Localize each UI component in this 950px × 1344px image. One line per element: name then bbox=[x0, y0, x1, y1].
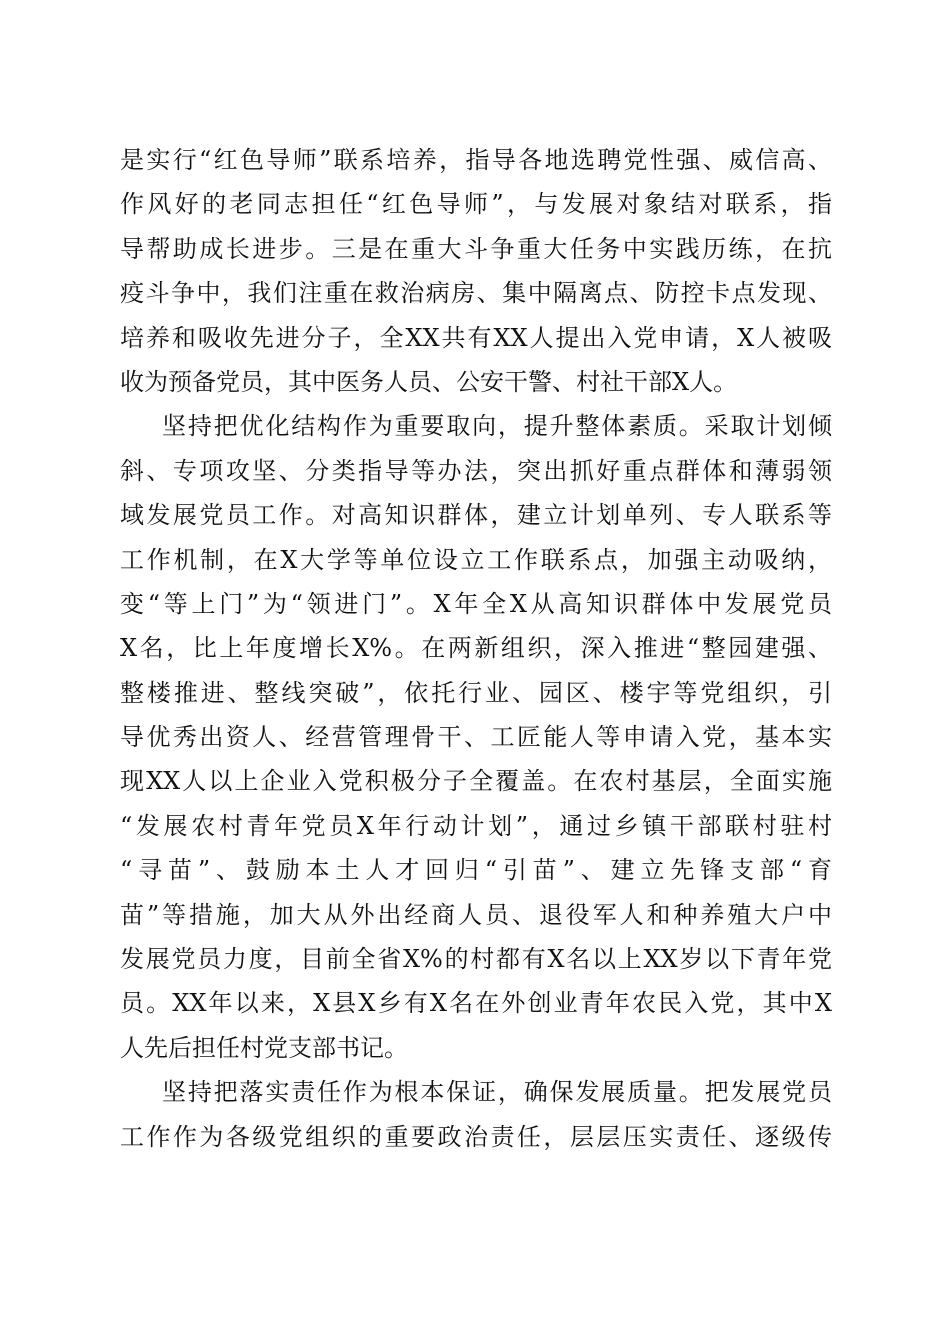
paragraph bbox=[120, 404, 832, 1070]
text-line: 工作作为各级党组织的重要政治责任，层层压实责任、逐级传 bbox=[120, 1122, 832, 1151]
text-line: 疫斗争中，我们注重在救治病房、集中隔离点、防控卡点发现、 bbox=[120, 279, 832, 308]
text-line: 整楼推进、整线突破”，依托行业、园区、楼宇等党组织，引 bbox=[120, 678, 832, 707]
text-line: 坚持把优化结构作为重要取向，提升整体素质。采取计划倾 bbox=[162, 412, 832, 441]
text-line: 现XX人以上企业入党积极分子全覆盖。在农村基层，全面实施 bbox=[120, 767, 832, 796]
text-line: 导帮助成长进步。三是在重大斗争重大任务中实践历练，在抗 bbox=[120, 234, 832, 263]
paragraph bbox=[120, 138, 832, 404]
paragraph bbox=[120, 1070, 832, 1159]
text-line: “寻苗”、鼓励本土人才回归“引苗”、建立先锋支部“育 bbox=[120, 856, 832, 885]
text-line: 培养和吸收先进分子，全XX共有XX人提出入党申请，X人被吸 bbox=[120, 323, 832, 352]
text-line: 员。XX年以来，X县X乡有X名在外创业青年农民入党，其中X bbox=[120, 989, 832, 1018]
text-line: 作风好的老同志担任“红色导师”，与发展对象结对联系，指 bbox=[120, 190, 832, 219]
text-line: 人先后担任村党支部书记。 bbox=[120, 1033, 408, 1062]
text-line: 坚持把落实责任作为根本保证，确保发展质量。把发展党员 bbox=[162, 1078, 832, 1107]
text-line: 导优秀出资人、经营管理骨干、工匠能人等申请入党，基本实 bbox=[120, 723, 832, 752]
text-line: 收为预备党员，其中医务人员、公安干警、村社干部X人。 bbox=[120, 367, 738, 396]
text-line: X名，比上年度增长X%。在两新组织，深入推进“整园建强、 bbox=[120, 634, 832, 663]
text-line: 苗”等措施，加大从外出经商人员、退役军人和种养殖大户中 bbox=[120, 900, 832, 929]
document-page bbox=[120, 138, 832, 1159]
text-line: 发展党员力度，目前全省X%的村都有X名以上XX岁以下青年党 bbox=[120, 945, 832, 974]
text-line: 斜、专项攻坚、分类指导等办法，突出抓好重点群体和薄弱领 bbox=[120, 456, 832, 485]
text-line: 是实行“红色导师”联系培养，指导各地选聘党性强、威信高、 bbox=[120, 146, 832, 174]
text-line: 变“等上门”为“领进门”。X年全X从高知识群体中发展党员 bbox=[120, 589, 832, 618]
text-line: “发展农村青年党员X年行动计划”，通过乡镇干部联村驻村 bbox=[120, 811, 832, 840]
text-line: 域发展党员工作。对高知识群体，建立计划单列、专人联系等 bbox=[120, 501, 832, 530]
text-line: 工作机制，在X大学等单位设立工作联系点，加强主动吸纳， bbox=[120, 545, 832, 574]
